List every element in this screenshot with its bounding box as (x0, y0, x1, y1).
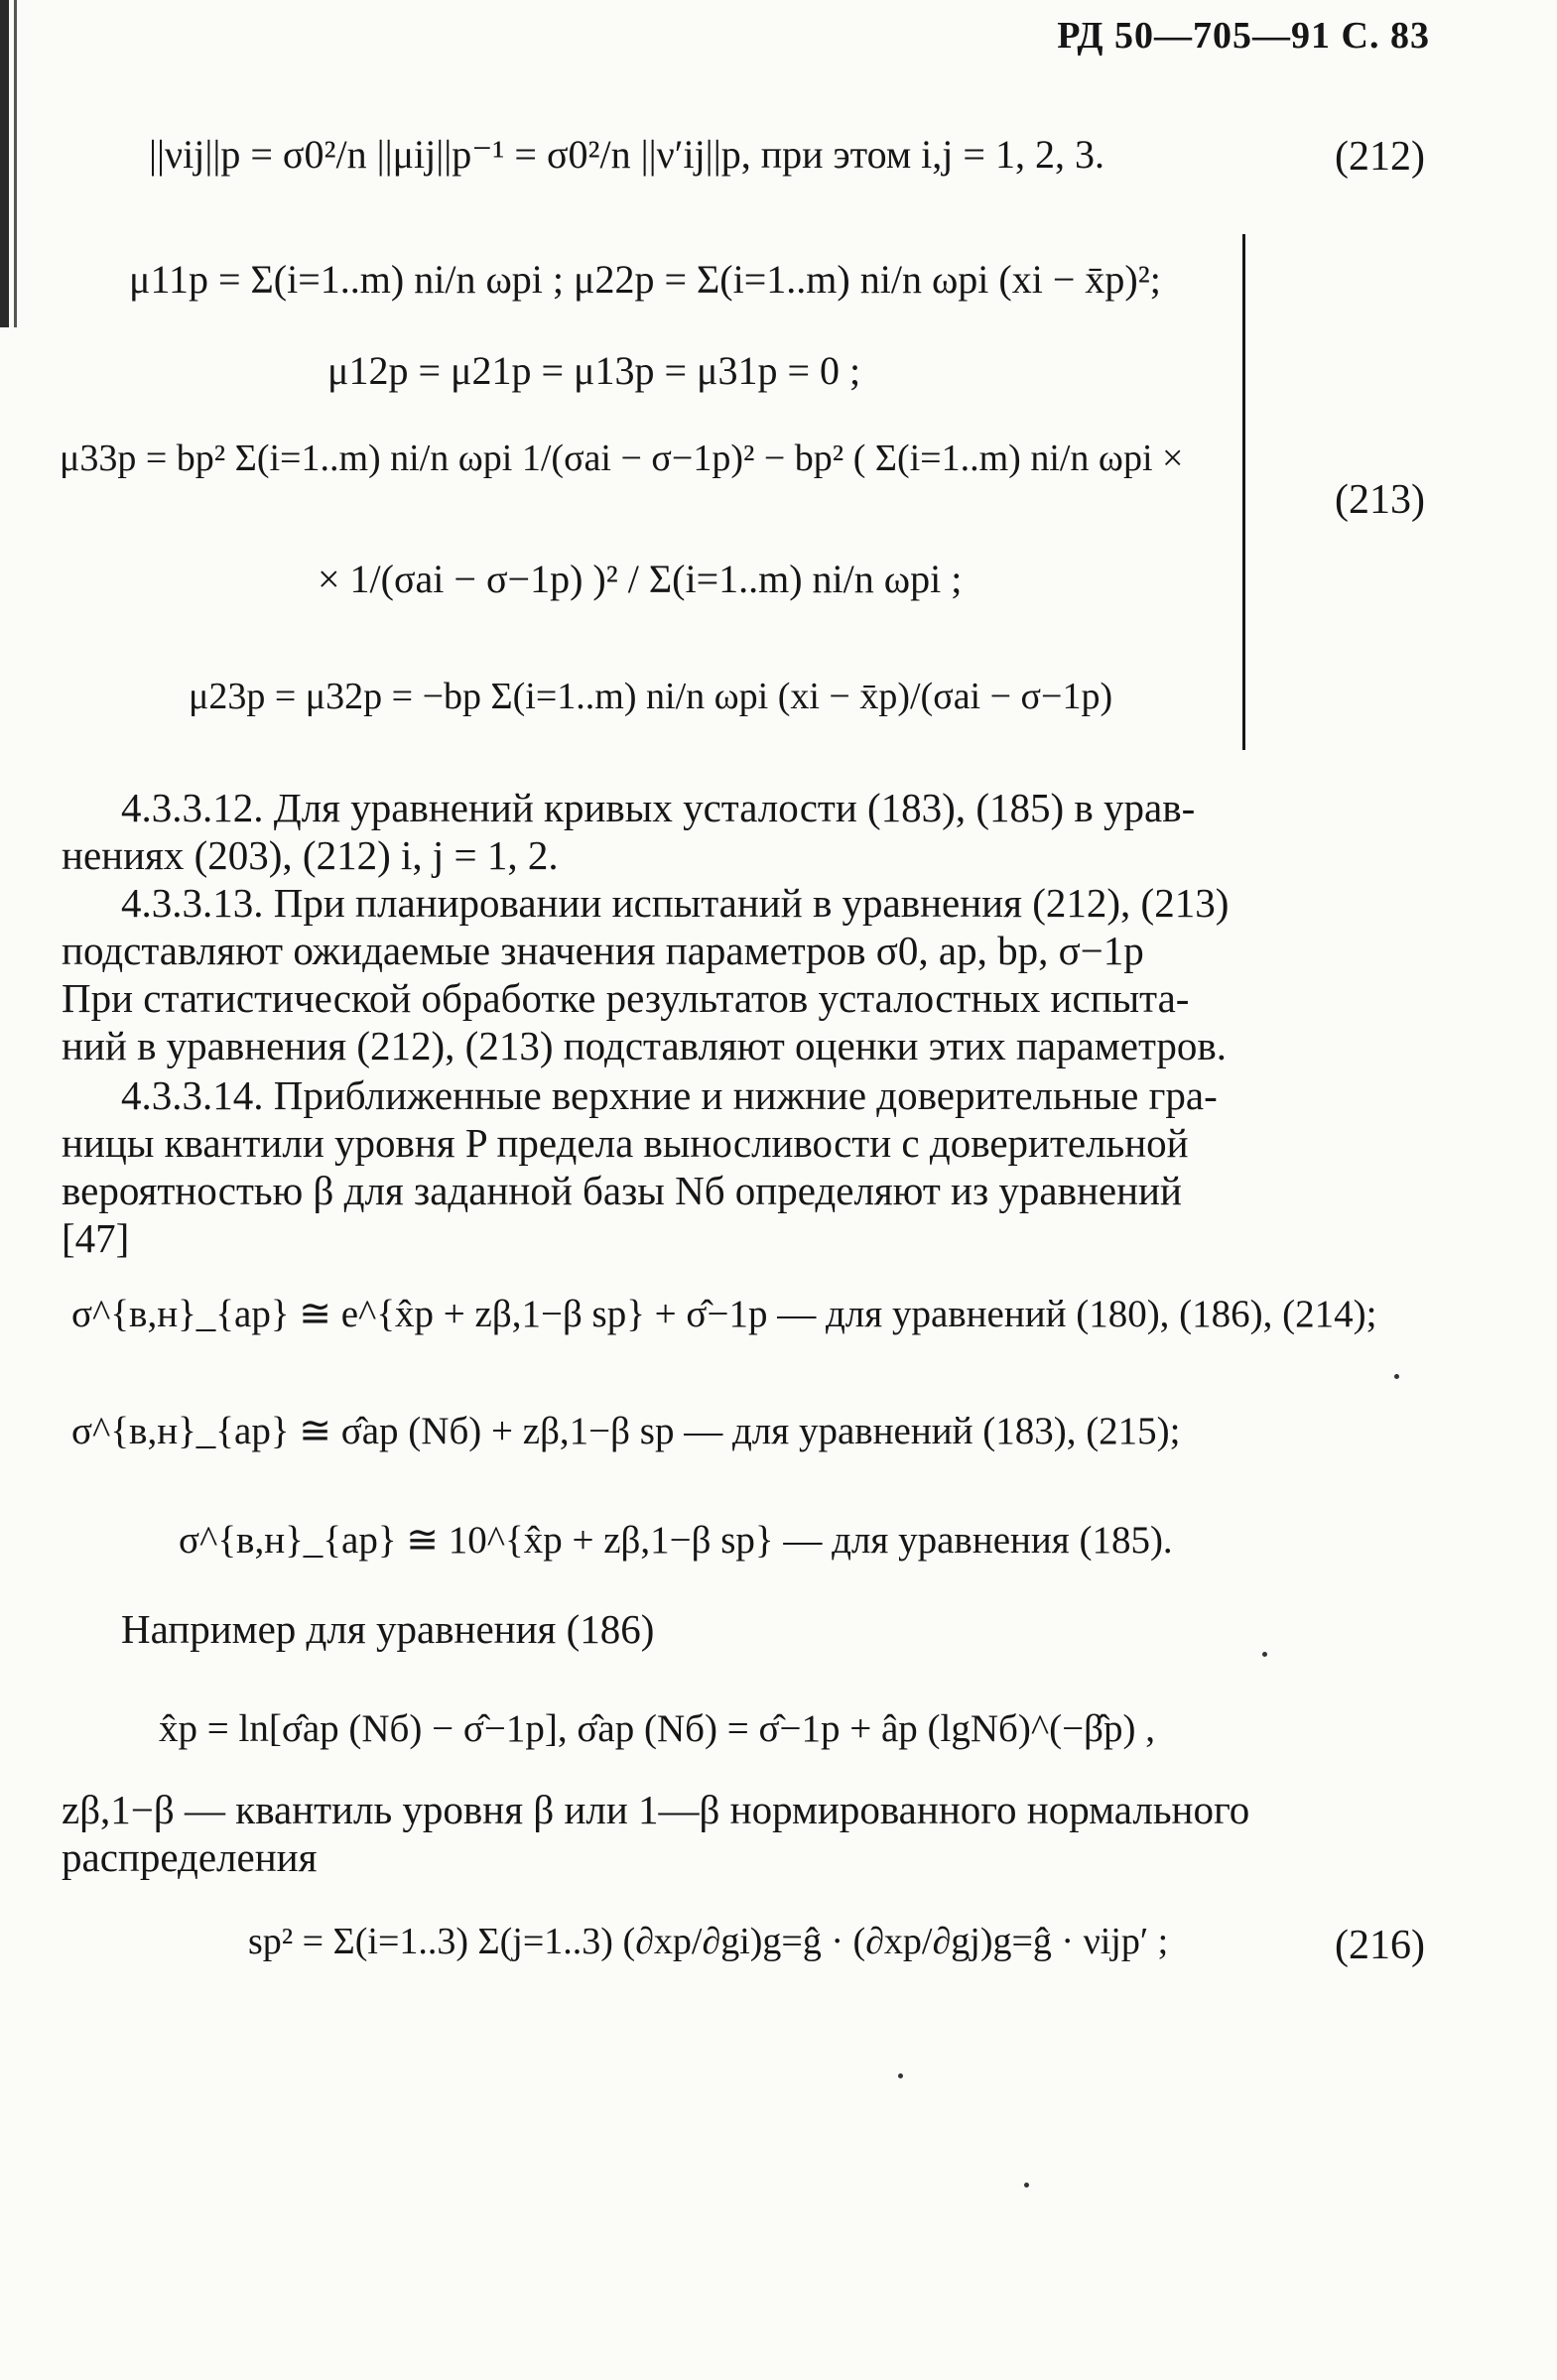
page-header: РД 50—705—91 С. 83 (1057, 15, 1430, 57)
text-line: При статистической обработке результатов усталостных испыта- (62, 975, 1190, 1021)
paragraph-4-3-3-14 (62, 1071, 1441, 1262)
binding-edge-line (14, 0, 17, 327)
text-line: 4.3.3.12. Для уравнений кривых усталости (183), (185) в урав- (121, 785, 1196, 830)
bound-formula-2: σ^{в,н}_{ap} ≅ σ̂ap (Nб) + zβ,1−β sp — для уравнений (183), (215); (71, 1410, 1181, 1452)
text-line: zβ,1−β — квантиль уровня β или 1—β нормированного нормального (62, 1787, 1250, 1832)
example-formula: x̂p = ln[σ̂ap (Nб) − σ̂−1p], σ̂ap (Nб) = σ̂−1p + âp (lgNб)^(−β̂p) , (159, 1707, 1155, 1750)
equation-213-line-2: μ12p = μ21p = μ13p = μ31p = 0 ; (327, 348, 861, 393)
text-line: 4.3.3.13. При планировании испытаний в уравнения (212), (213) (121, 880, 1230, 926)
equation-213-line-5: μ23p = μ32p = −bp Σ(i=1..m) ni/n ωpi (xi − x̄p)/(σai − σ−1p) (189, 676, 1113, 717)
text-line: ний в уравнения (212), (213) подставляют оценки этих параметров. (62, 1023, 1227, 1068)
bound-formula-3: σ^{в,н}_{ap} ≅ 10^{x̂p + zβ,1−β sp} — для уравнения (185). (179, 1519, 1173, 1562)
system-brace (1242, 234, 1257, 750)
text-line: [47] (62, 1215, 130, 1261)
equation-213-line-1: μ11p = Σ(i=1..m) ni/n ωpi ; μ22p = Σ(i=1..m) ni/n ωpi (xi − x̄p)²; (129, 257, 1161, 302)
text-line: вероятностью β для заданной базы Nб определяют из уравнений (62, 1168, 1182, 1213)
equation-number-212: (212) (1335, 134, 1425, 180)
bound-formula-1: σ^{в,н}_{ap} ≅ e^{x̂p + zβ,1−β sp} + σ̂−1p — для уравнений (180), (186), (214); (71, 1293, 1377, 1335)
equation-216: sp² = Σ(i=1..3) Σ(j=1..3) (∂xp/∂gi)g=ĝ · (∂xp/∂gj)g=ĝ · νijp′ ; (248, 1921, 1169, 1962)
text-line: распределения (62, 1834, 318, 1880)
equation-number-213: (213) (1335, 477, 1425, 523)
quantile-definition (62, 1786, 1441, 1881)
text-line: нениях (203), (212) i, j = 1, 2. (62, 832, 559, 878)
text-line: подставляют ожидаемые значения параметров σ0, ap, bp, σ−1p (62, 928, 1144, 973)
scan-speck (898, 2073, 903, 2078)
scan-speck (1394, 1374, 1399, 1379)
paragraph-4-3-3-13 (62, 879, 1441, 1069)
equation-213-line-3: μ33p = bp² Σ(i=1..m) ni/n ωpi 1/(σai − σ−1p)² − bp² ( Σ(i=1..m) ni/n ωpi × (60, 438, 1184, 479)
scan-speck (1024, 2183, 1029, 2188)
example-label: Например для уравнения (186) (121, 1606, 655, 1652)
equation-213-line-4: × 1/(σai − σ−1p) )² / Σ(i=1..m) ni/n ωpi ; (318, 557, 963, 601)
scan-speck (1262, 1652, 1267, 1657)
text-line: 4.3.3.14. Приближенные верхние и нижние доверительные гра- (121, 1072, 1218, 1118)
paragraph-4-3-3-12 (62, 784, 1441, 879)
text-line: ницы квантили уровня P предела выносливости с доверительной (62, 1120, 1189, 1166)
equation-number-216: (216) (1335, 1923, 1425, 1968)
binding-edge (0, 0, 9, 327)
equation-212: ||νij||p = σ0²/n ||μij||p⁻¹ = σ0²/n ||ν′ij||p, при этом i,j = 1, 2, 3. (149, 132, 1104, 177)
